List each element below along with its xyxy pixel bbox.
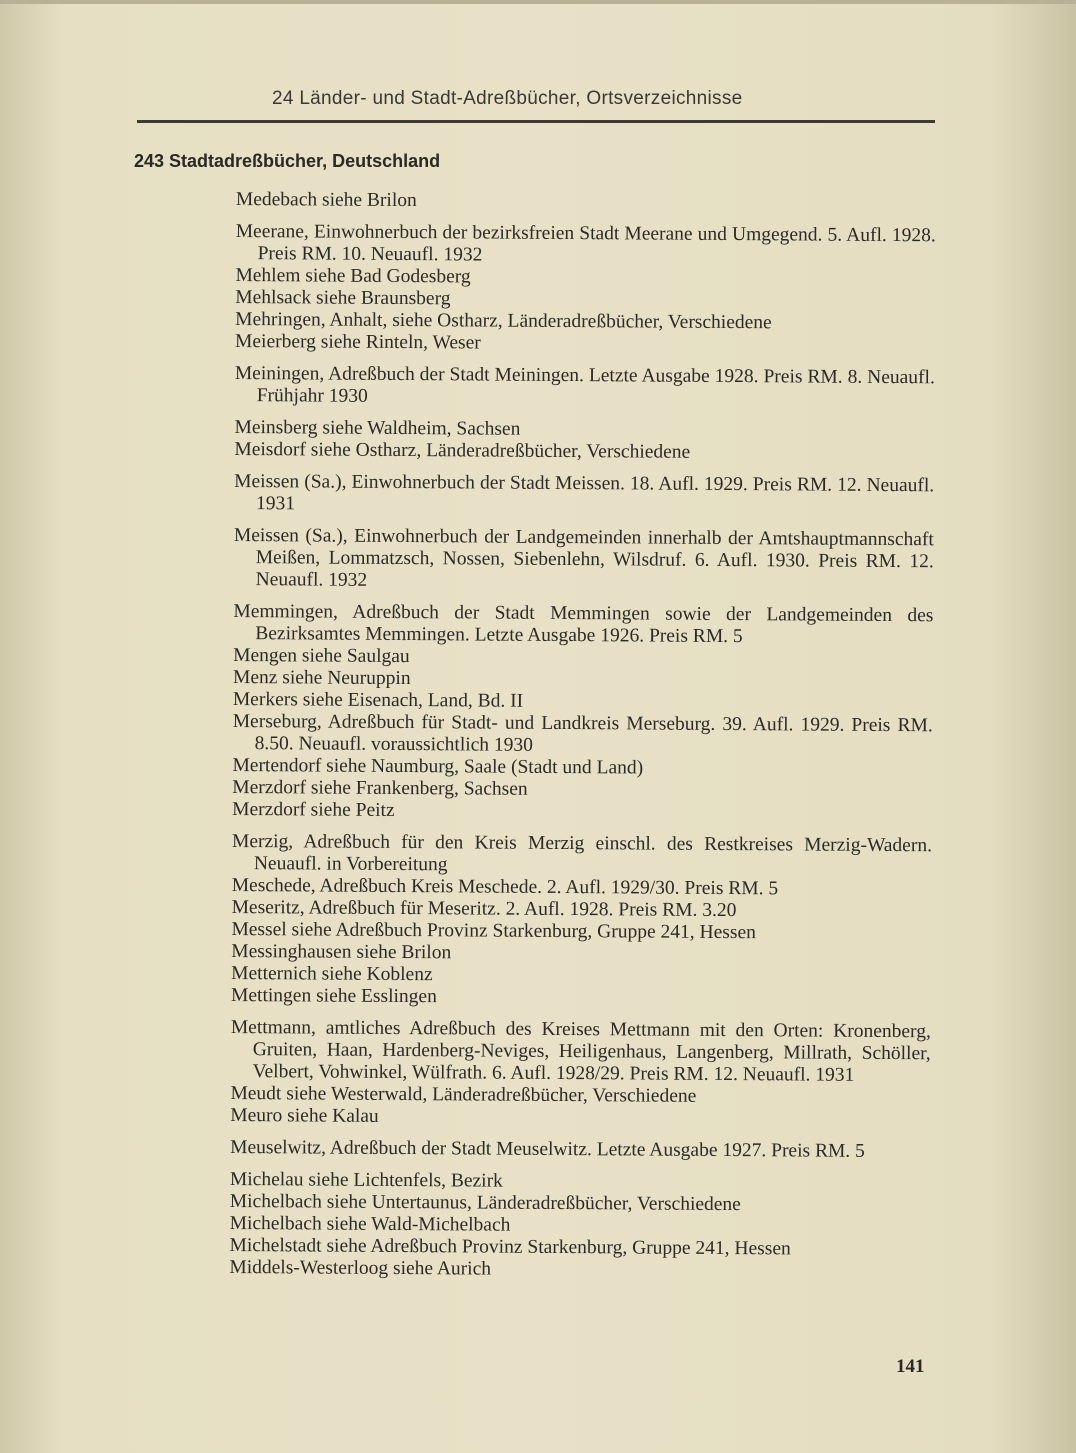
list-item: Middels-Westerloog siehe Aurich xyxy=(229,1256,492,1280)
header-rule xyxy=(137,120,935,123)
list-item: Michelbach siehe Untertaunus, Länderadreßbücher, Verschiedene xyxy=(229,1190,741,1216)
list-item: Mehlsack siehe Braunsberg xyxy=(235,286,451,310)
list-item: Michelau siehe Lichtenfels, Bezirk xyxy=(229,1168,503,1192)
list-item: Merzdorf siehe Frankenberg, Sachsen xyxy=(232,776,528,800)
list-item: Messel siehe Adreßbuch Provinz Starkenburg, Gruppe 241, Hessen xyxy=(231,918,756,944)
list-item: Merzdorf siehe Peitz xyxy=(232,798,395,821)
list-item: Metternich siehe Koblenz xyxy=(231,962,433,986)
page-edge xyxy=(0,0,1076,4)
list-item: Michelstadt siehe Adreßbuch Provinz Starkenburg, Gruppe 241, Hessen xyxy=(229,1234,791,1260)
list-item: Merzig, Adreßbuch für den Kreis Merzig einschl. des Restkreises Merzig-Wadern. Neuaufl. in Vorbereitung xyxy=(231,830,933,876)
list-item: Meierberg siehe Rinteln, Weser xyxy=(235,330,481,354)
list-item: Meschede, Adreßbuch Kreis Meschede. 2. Aufl. 1929/30. Preis RM. 5 xyxy=(231,874,779,900)
list-item: Merkers siehe Eisenach, Land, Bd. II xyxy=(232,688,524,712)
list-item: Menz siehe Neuruppin xyxy=(232,666,411,690)
list-item: Mettingen siehe Esslingen xyxy=(231,984,437,1008)
list-item: Mettmann, amtliches Adreßbuch des Kreises Mettmann mit den Orten: Kronenberg, Gruiten, Haan, Hardenberg-Neviges, Heiligenhaus, Langenberg, Millrath, Schöller, Velbert, Vohwinkel, Wülfrath. 6. Aufl. 1928/29. Preis RM. 12. Neuaufl. 1931 xyxy=(230,1016,931,1086)
list-item: Meissen (Sa.), Einwohnerbuch der Stadt Meissen. 18. Aufl. 1929. Preis RM. 12. Neuaufl. 1931 xyxy=(234,470,935,515)
list-item: Meissen (Sa.), Einwohnerbuch der Landgemeinden innerhalb der Amtshauptmannschaft Meißen, Lommatzsch, Nossen, Siebenlehn, Wilsdruf. 6. Aufl. 1930. Preis RM. 12. Neuaufl. 1932 xyxy=(233,524,934,591)
list-item: Memmingen, Adreßbuch der Stadt Memmingen sowie der Landgemeinden des Bezirksamtes Memmingen. Letzte Ausgabe 1926. Preis RM. 5 xyxy=(233,600,934,648)
list-item: Meiningen, Adreßbuch der Stadt Meiningen. Letzte Ausgabe 1928. Preis RM. 8. Neuaufl. Frühjahr 1930 xyxy=(234,362,935,407)
list-item: Michelbach siehe Wald-Michelbach xyxy=(229,1212,511,1236)
running-head: 24 Länder- und Stadt-Adreßbücher, Ortsverzeichnisse xyxy=(272,88,743,109)
page-number: 141 xyxy=(896,1356,925,1377)
list-item: Meudt siehe Westerwald, Länderadreßbücher, Verschiedene xyxy=(230,1082,697,1107)
section-title: 243 Stadtadreßbücher, Deutschland xyxy=(134,151,441,171)
list-item: Mertendorf siehe Naumburg, Saale (Stadt und Land) xyxy=(232,754,644,779)
entry-list xyxy=(229,189,936,1283)
list-item: Meuro siehe Kalau xyxy=(230,1104,379,1127)
list-item: Mehringen, Anhalt, siehe Ostharz, Länderadreßbücher, Verschiedene xyxy=(235,308,772,334)
list-item: Merseburg, Adreßbuch für Stadt- und Landkreis Merseburg. 39. Aufl. 1929. Preis RM. 8.50. Neuaufl. voraussichtlich 1930 xyxy=(232,710,933,756)
list-item: Meisdorf siehe Ostharz, Länderadreßbücher, Verschiedene xyxy=(234,438,691,463)
list-item: Mehlem siehe Bad Godesberg xyxy=(235,264,471,288)
list-item: Mengen siehe Saulgau xyxy=(233,644,410,668)
list-item: Meuselwitz, Adreßbuch der Stadt Meuselwitz. Letzte Ausgabe 1927. Preis RM. 5 xyxy=(230,1136,865,1162)
list-item: Medebach siehe Brilon xyxy=(235,189,417,212)
list-item: Meinsberg siehe Waldheim, Sachsen xyxy=(234,416,521,440)
list-item: Meseritz, Adreßbuch für Meseritz. 2. Aufl. 1928. Preis RM. 3.20 xyxy=(231,896,737,922)
list-item: Messinghausen siehe Brilon xyxy=(231,940,452,964)
list-item: Meerane, Einwohnerbuch der bezirksfreien Stadt Meerane und Umgegend. 5. Aufl. 1928. Preis RM. 10. Neuaufl. 1932 xyxy=(235,220,936,266)
